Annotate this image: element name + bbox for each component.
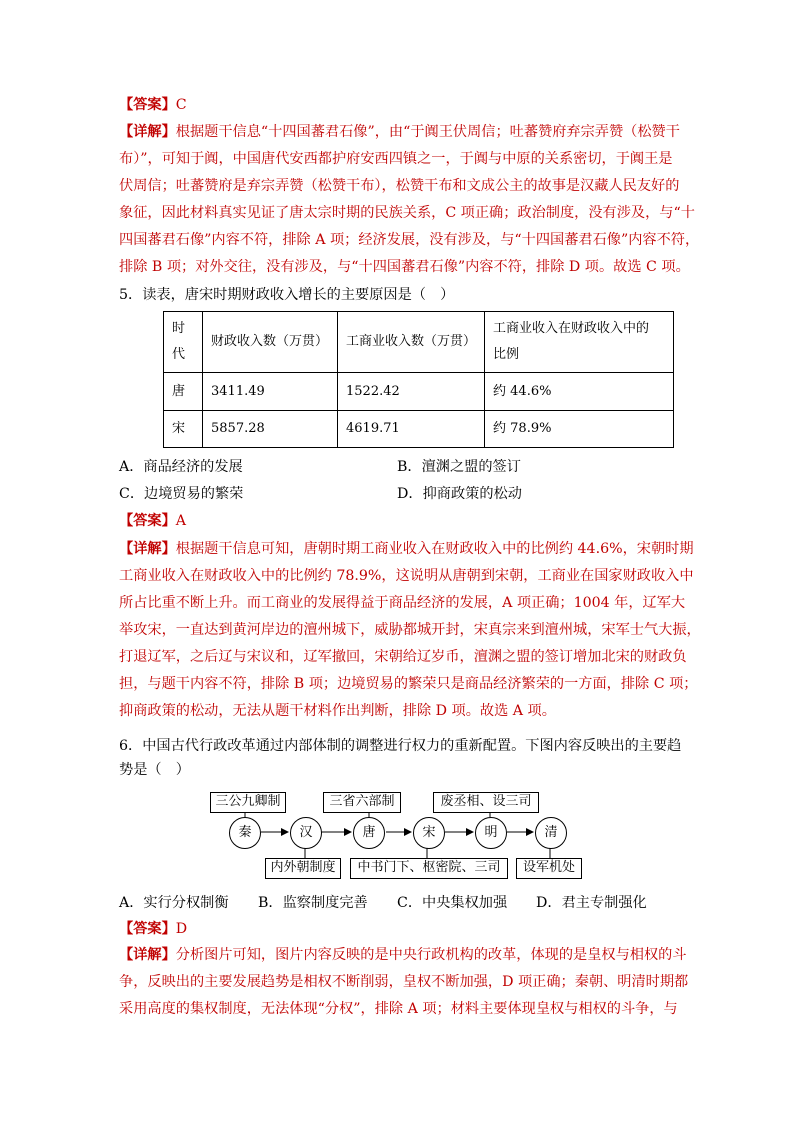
answer-value: C (175, 97, 187, 113)
node-ming: 明 (475, 817, 507, 849)
q5-detail-line: 担，与题干内容不符，排除 B 项；边境贸易的繁荣只是商品经济繁荣的一方面，排除 C 项； (119, 676, 698, 692)
q6-option-c[interactable]: C．中央集权加强 (397, 895, 508, 911)
cell-commerce: 4619.71 (338, 411, 485, 448)
table-row (164, 411, 674, 448)
label-junjichu: 设军机处 (516, 858, 582, 879)
q6-option-a[interactable]: A．实行分权制衡 (119, 895, 229, 911)
node-tang: 唐 (353, 817, 385, 849)
node-qing: 清 (535, 817, 567, 849)
cell-commerce: 1522.42 (338, 373, 485, 411)
detail-tag: 【详解】 (119, 541, 176, 557)
q5-option-d[interactable]: D．抑商政策的松动 (397, 486, 522, 502)
q6-stem-line: 势是（ ） (119, 762, 190, 778)
cell-ratio: 约 44.6% (485, 373, 674, 411)
q5-stem: 5．读表，唐宋时期财政收入增长的主要原因是（ ） (119, 287, 455, 303)
q5-option-a[interactable]: A．商品经济的发展 (119, 459, 243, 475)
label-neiwai-chao: 内外朝制度 (265, 858, 341, 879)
q4-answer (119, 96, 679, 114)
label-sangong-jiuqing: 三公九卿制 (210, 792, 286, 813)
table-header-row (164, 312, 674, 373)
cell-revenue: 5857.28 (203, 411, 338, 448)
cell-era: 宋 (164, 411, 203, 448)
q6-stem-line: 6．中国古代行政改革通过内部体制的调整进行权力的重新配置。下图内容反映出的主要趋 (119, 738, 682, 754)
q5-detail-line: 抑商政策的松动，无法从题干材料作出判断，排除 D 项。故选 A 项。 (119, 703, 556, 719)
q5-data-table (163, 311, 674, 448)
cell-ratio: 约 78.9% (485, 411, 674, 448)
label-zhongshu-menxia: 中书门下、枢密院、三司 (350, 858, 508, 879)
q5-option-c[interactable]: C．边境贸易的繁荣 (119, 486, 244, 502)
q6-detail-line: 采用高度的集权制度，无法体现“分权”，排除 A 项；材料主要体现皇权与相权的斗争，与 (119, 1001, 678, 1017)
q5-option-b[interactable]: B．澶渊之盟的签订 (397, 459, 521, 475)
q5-detail-line: 所占比重不断上升。而工商业的发展得益于商品经济的发展，A 项正确；1004 年，辽军大 (119, 595, 686, 611)
q4-detail-line: 四国蕃君石像”内容不符，排除 A 项；经济发展，没有涉及，与“十四国蕃君石像”内容不符， (119, 232, 700, 248)
q6-detail-line: 【详解】分析图片可知，图片内容反映的是中央行政机构的改革，体现的是皇权与相权的斗 (119, 947, 687, 963)
q6-answer (119, 920, 679, 938)
detail-tag: 【详解】 (119, 124, 176, 140)
q5-detail-line: 【详解】根据题干信息可知，唐朝时期工商业收入在财政收入中的比例约 44.6%，宋朝时期 (119, 541, 694, 557)
node-han: 汉 (290, 817, 322, 849)
node-song: 宋 (413, 817, 445, 849)
answer-tag: 【答案】 (119, 97, 176, 113)
answer-tag: 【答案】 (119, 513, 176, 529)
q4-detail-line: 排除 B 项；对外交往，没有涉及，与“十四国蕃君石像”内容不符，排除 D 项。故选 C 项。 (119, 259, 690, 275)
header-commerce: 工商业收入数（万贯） (338, 312, 485, 373)
label-fei-chengxiang: 废丞相、设三司 (433, 792, 539, 813)
q4-detail-line: 伏周信；吐蕃赞府是弃宗弄赞（松赞干布），松赞干布和文成公主的故事是汉藏人民友好的 (119, 178, 680, 194)
label-sansheng-liubu: 三省六部制 (323, 792, 401, 813)
answer-tag: 【答案】 (119, 921, 176, 937)
q4-detail-line: 象征，因此材料真实见证了唐太宗时期的民族关系，C 项正确；政治制度，没有涉及，与“十 (119, 205, 695, 221)
answer-value: A (175, 513, 187, 529)
q5-detail-line: 打退辽军，之后辽与宋议和，辽军撤回，宋朝给辽岁币，澶渊之盟的签订增加北宋的财政负 (119, 649, 687, 665)
header-ratio: 工商业收入在财政收入中的 比例 (485, 312, 674, 373)
detail-tag: 【详解】 (119, 947, 176, 963)
q6-option-b[interactable]: B．监察制度完善 (258, 895, 368, 911)
q5-detail-line: 工商业收入在财政收入中的比例约 78.9%，这说明从唐朝到宋朝，工商业在国家财政收入中 (119, 568, 694, 584)
q6-detail-line: 争，反映出的主要发展趋势是相权不断削弱，皇权不断加强，D 项正确；秦朝、明清时期都 (119, 974, 689, 990)
node-qin: 秦 (229, 817, 261, 849)
cell-revenue: 3411.49 (203, 373, 338, 411)
q5-detail-line: 举攻宋，一直达到黄河岸边的澶州城下，威胁都城开封，宋真宗来到澶州城，宋军士气大振， (119, 622, 701, 638)
q4-detail-line: 布）”，可知于阗，中国唐代安西都护府安西四镇之一，于阗与中原的关系密切，于阗王是 (119, 151, 673, 167)
q5-answer (119, 512, 679, 530)
q4-detail-line: 【详解】根据题干信息“十四国蕃君石像”，由“于阗王伏周信；吐蕃赞府弃宗弄赞（松赞干 (119, 124, 680, 140)
cell-era: 唐 (164, 373, 203, 411)
header-revenue: 财政收入数（万贯） (203, 312, 338, 373)
q6-option-d[interactable]: D．君主专制强化 (536, 895, 647, 911)
table-row (164, 373, 674, 411)
answer-value: D (175, 921, 188, 937)
header-era: 时 代 (164, 312, 203, 373)
